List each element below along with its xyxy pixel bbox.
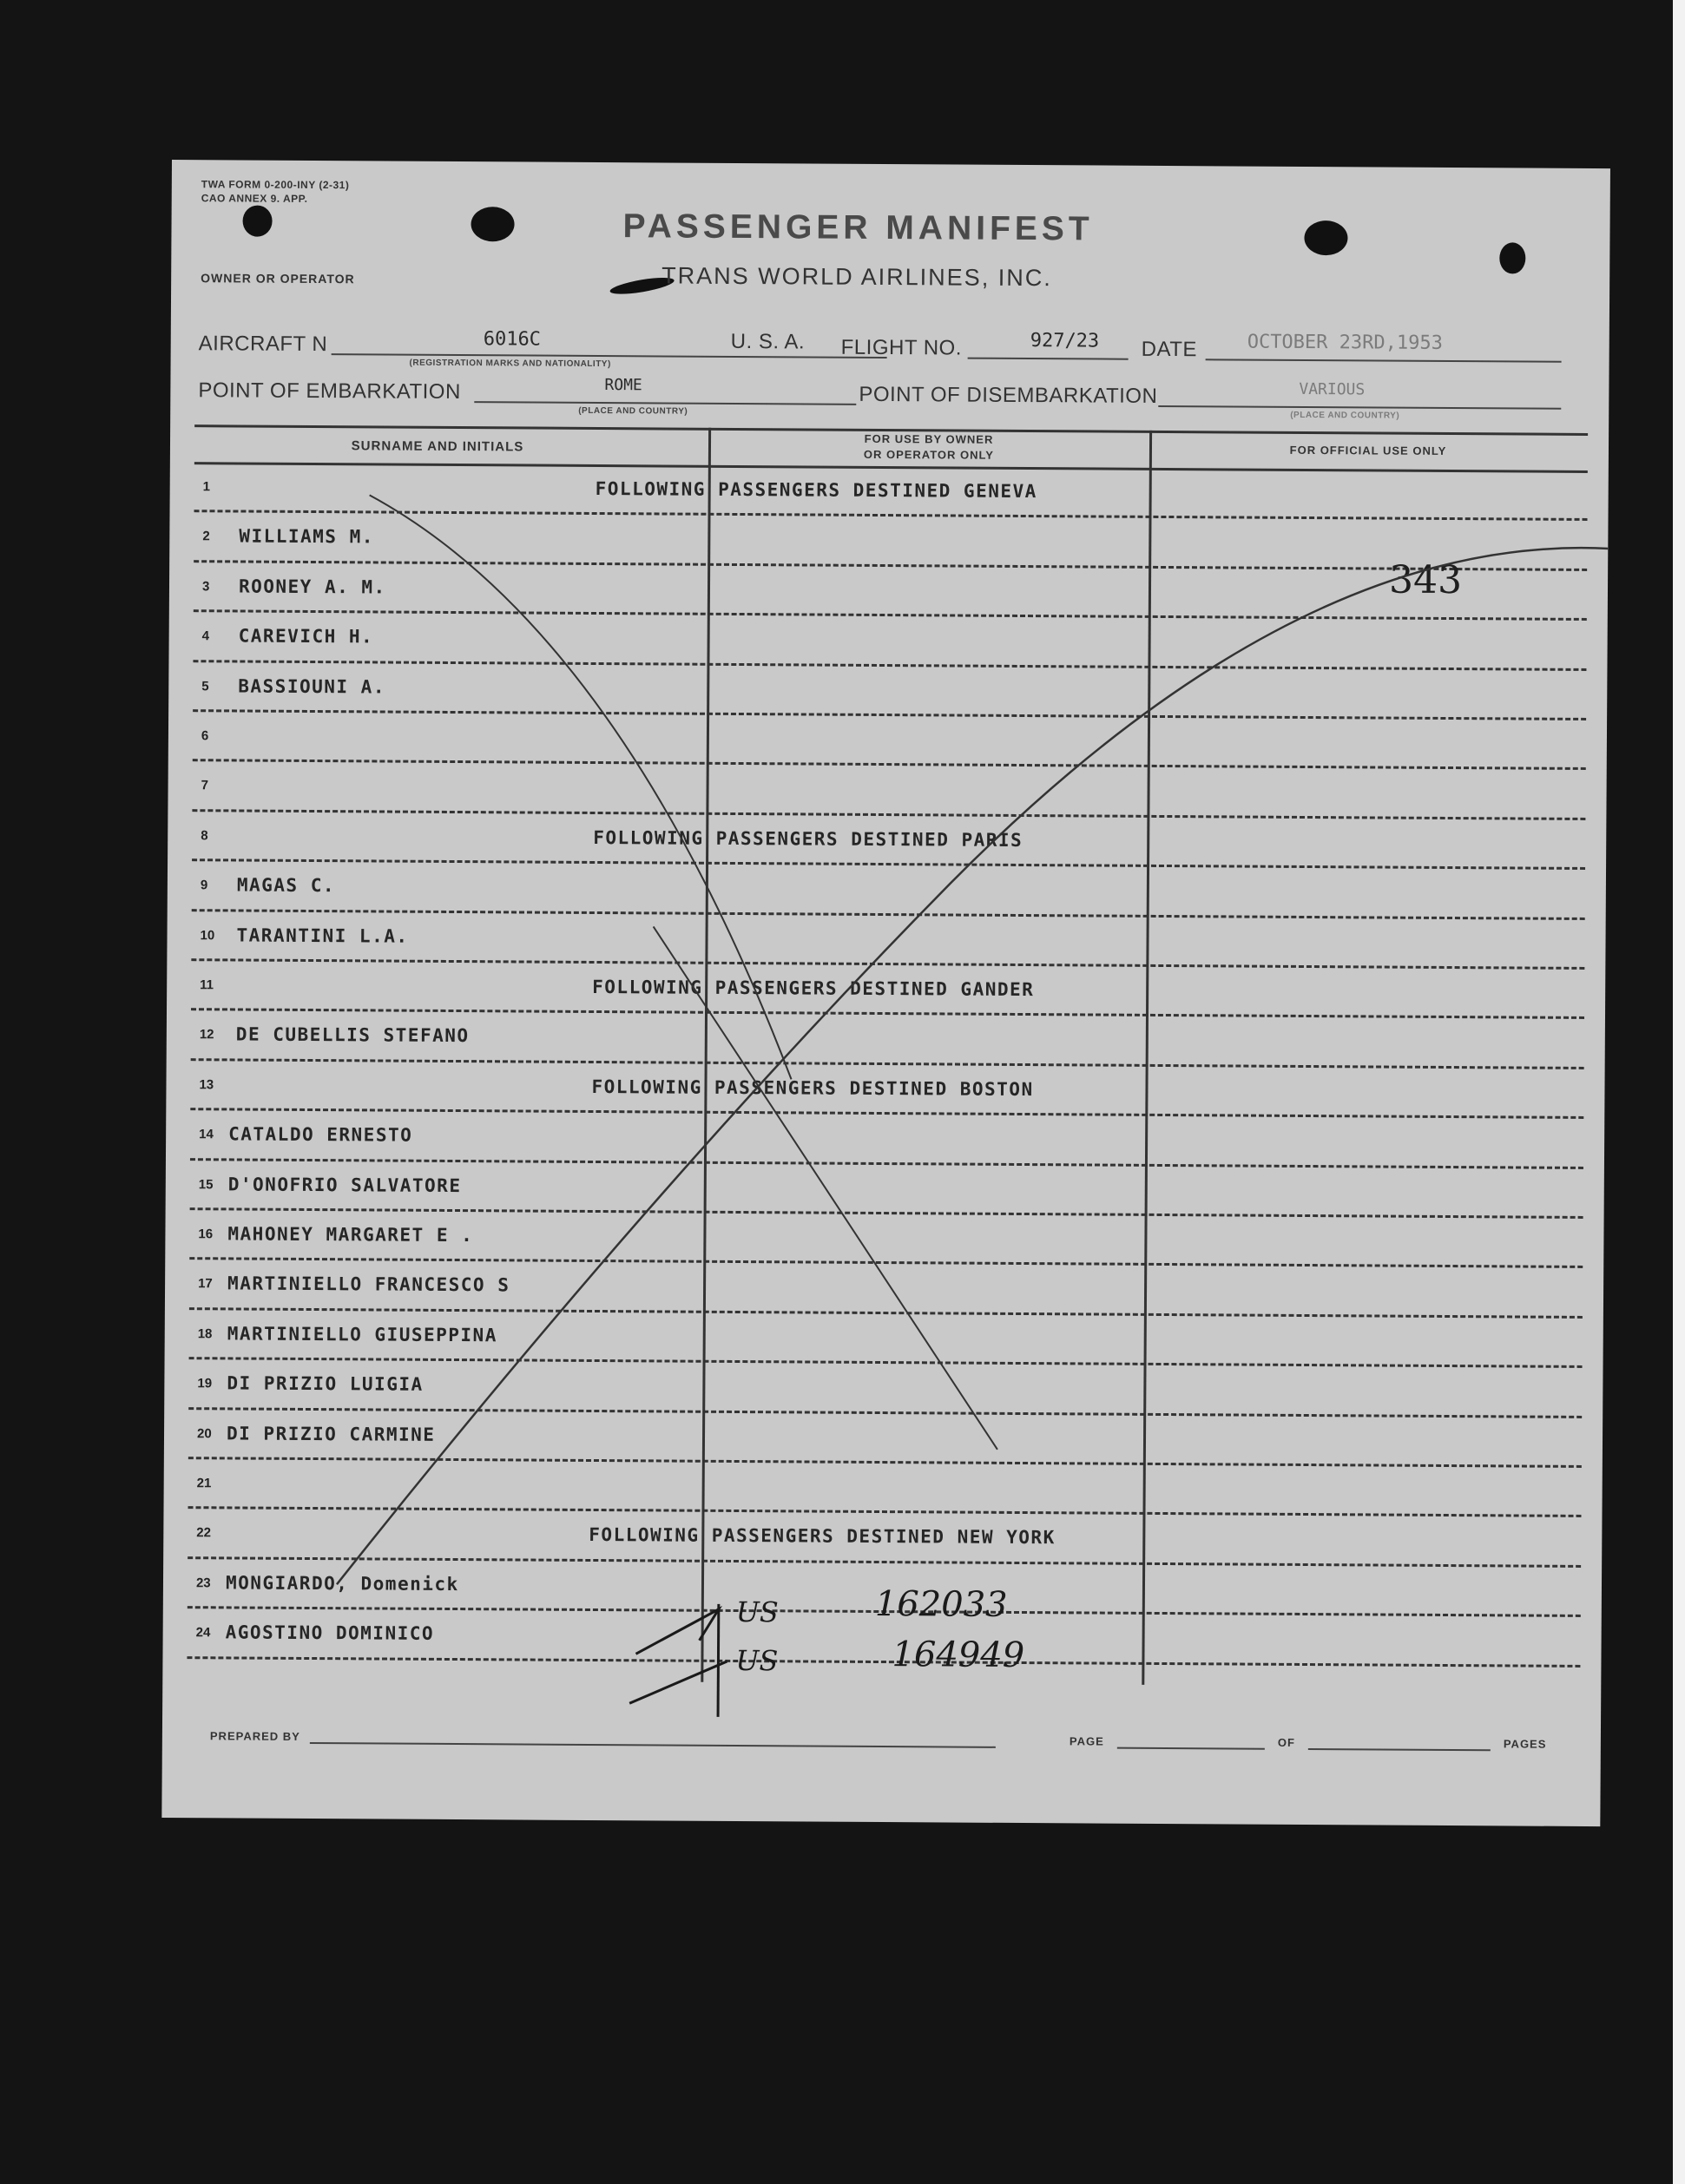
pencil-check-mark xyxy=(718,1604,719,1717)
passenger-name: MARTINIELLO FRANCESCO S xyxy=(227,1273,510,1296)
passenger-name: CATALDO ERNESTO xyxy=(228,1123,413,1146)
passenger-name: MARTINIELLO GIUSEPPINA xyxy=(227,1323,497,1346)
surname-column-header: SURNAME AND INITIALS xyxy=(351,438,524,455)
aircraft-sublabel: (REGISTRATION MARKS AND NATIONALITY) xyxy=(409,358,611,370)
row-number: 10 xyxy=(200,927,215,943)
row-number: 5 xyxy=(201,678,209,694)
aircraft-label: AIRCRAFT N xyxy=(198,332,328,357)
date-label: DATE xyxy=(1141,337,1198,362)
disembarkation-sublabel: (PLACE AND COUNTRY) xyxy=(1290,410,1400,421)
pencil-stroke xyxy=(366,495,795,1079)
prepared-by-label: PREPARED BY xyxy=(209,1729,300,1743)
passenger-name: D'ONOFRIO SALVATORE xyxy=(227,1174,462,1196)
passenger-name: MAGAS C. xyxy=(236,874,336,897)
passenger-name: DE CUBELLIS STEFANO xyxy=(235,1023,470,1047)
row-number: 23 xyxy=(195,1575,211,1591)
row-number: 20 xyxy=(196,1425,212,1441)
disembarkation-label: POINT OF DISEMBARKATION xyxy=(859,382,1158,408)
disembarkation-value: VARIOUS xyxy=(1299,379,1366,399)
pencil-cross-marks xyxy=(161,160,1610,1826)
handwritten-code-row24: US xyxy=(735,1643,779,1678)
row-number: 7 xyxy=(201,778,208,793)
passenger-name: MAHONEY MARGARET E . xyxy=(227,1223,474,1247)
owner-use-header-line2: OR OPERATOR ONLY xyxy=(863,447,995,462)
official-stamp-number: 343 xyxy=(1388,557,1463,603)
passenger-name: DI PRIZIO CARMINE xyxy=(226,1423,436,1445)
pencil-stroke xyxy=(337,540,1610,1592)
row-number: 2 xyxy=(202,529,210,544)
passenger-name: ROONEY A. M. xyxy=(238,576,386,598)
manifest-sheet xyxy=(161,160,1610,1826)
row-number: 14 xyxy=(199,1127,214,1142)
row-number: 13 xyxy=(199,1077,214,1093)
row-number: 6 xyxy=(201,728,209,744)
row-number: 16 xyxy=(198,1227,214,1242)
passenger-name: TARANTINI L.A. xyxy=(236,924,409,947)
form-id-line2: CAO ANNEX 9. APP. xyxy=(201,192,308,205)
embarkation-label: POINT OF EMBARKATION xyxy=(198,378,461,405)
country-label: U. S. A. xyxy=(730,329,806,354)
row-number: 4 xyxy=(201,628,210,644)
flight-value: 927/23 xyxy=(1030,330,1100,352)
row-number: 1 xyxy=(202,479,211,495)
embarkation-value: ROME xyxy=(604,376,642,395)
row-number: 24 xyxy=(195,1625,211,1641)
handwritten-number-row23: 162033 xyxy=(874,1583,1008,1625)
row-number: 18 xyxy=(197,1326,213,1342)
destination-heading: FOLLOWING PASSENGERS DESTINED GANDER xyxy=(592,976,1035,1001)
pages-label: PAGES xyxy=(1503,1737,1547,1751)
destination-heading: FOLLOWING PASSENGERS DESTINED BOSTON xyxy=(591,1076,1034,1100)
row-number: 11 xyxy=(200,977,214,993)
passenger-name: WILLIAMS M. xyxy=(239,525,374,548)
row-number: 19 xyxy=(197,1376,213,1391)
destination-heading: FOLLOWING PASSENGERS DESTINED PARIS xyxy=(593,826,1024,851)
passenger-name: AGOSTINO DOMINICO xyxy=(225,1622,435,1645)
owner-label: OWNER OR OPERATOR xyxy=(201,271,355,286)
row-number: 22 xyxy=(196,1525,212,1541)
row-number: 12 xyxy=(199,1027,214,1043)
page-label: PAGE xyxy=(1069,1734,1104,1748)
airline-name: TRANS WORLD AIRLINES, INC. xyxy=(661,262,1052,292)
row-number: 9 xyxy=(200,878,208,893)
pencil-stroke xyxy=(650,926,1001,1449)
row-number: 15 xyxy=(198,1176,214,1192)
embarkation-sublabel: (PLACE AND COUNTRY) xyxy=(578,405,688,417)
passenger-name: DI PRIZIO LUIGIA xyxy=(227,1372,424,1395)
handwritten-code-row23: US xyxy=(735,1595,779,1629)
row-number: 21 xyxy=(196,1476,212,1491)
film-edge xyxy=(1673,0,1685,2184)
pencil-check-mark xyxy=(629,1608,727,1704)
of-label: OF xyxy=(1277,1735,1295,1749)
handwritten-number-row24: 164949 xyxy=(892,1635,1025,1676)
owner-use-header-line1: FOR USE BY OWNER xyxy=(864,431,994,446)
destination-heading: FOLLOWING PASSENGERS DESTINED GENEVA xyxy=(595,477,1037,503)
row-number: 17 xyxy=(198,1276,213,1292)
passenger-name: BASSIOUNI A. xyxy=(238,675,386,698)
destination-heading: FOLLOWING PASSENGERS DESTINED NEW YORK xyxy=(589,1524,1056,1549)
passenger-name: CAREVICH H. xyxy=(238,625,374,648)
row-number: 8 xyxy=(201,828,208,844)
passenger-name: MONGIARDO, Domenick xyxy=(225,1572,459,1595)
official-use-column-header: FOR OFFICIAL USE ONLY xyxy=(1289,443,1447,457)
form-id-line1: TWA FORM 0-200-INY (2-31) xyxy=(201,178,350,192)
aircraft-value: 6016C xyxy=(483,328,542,351)
row-number: 3 xyxy=(201,579,210,595)
flight-label: FLIGHT NO. xyxy=(840,335,963,360)
page-title: PASSENGER MANIFEST xyxy=(622,207,1094,248)
date-value: OCTOBER 23RD,1953 xyxy=(1247,331,1443,354)
